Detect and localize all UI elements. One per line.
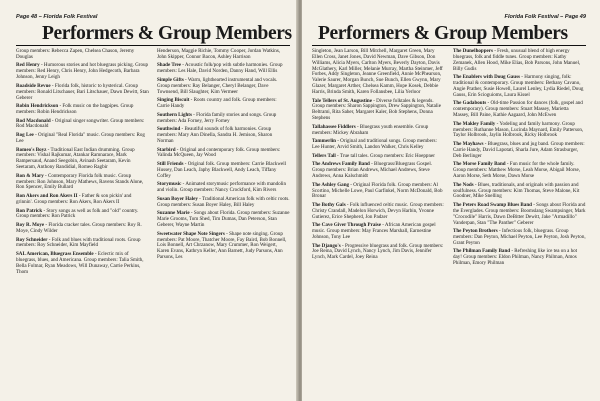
left-page <box>0 0 298 401</box>
performer-description: Singleton, Jean Larson, Bill Mitchell, Margaret Green, Mary Ellen Cross, Janet Jones, David Newman, Dave Gibson, Don Williams, Alicia Myers, Carlton Myers, Beverly Dayton, Davis McGlathery, Karl Miller, Melanie Murray, Martha Steinmer, Jeff Forbes, Addy Singleton, Jeanne Greenfield, Annie McPhearson, Valerie Saurer, Morgan Bunch, Sue Bunch, Ellen Gwynn, Mary Glazer, Margaret Arther, Chelsea Kamm, Hope Kosek, Debbie Harris, Brinda Smith, Karen Follansbee, Lilia Yerloor <box>312 48 443 95</box>
performer-description: - Shape note singing. Group members: Pat Moore, Thatcher Moore, Fay Baird, Bob Bonnell, Lois Bonnell, Art Chrzanow, Mary Crummer, Ron Weigert, Karen Evans, Kathryn Keller, Ann Barnett, Judy Parsons, Ann Parsons, Les <box>157 230 287 261</box>
performer-name: Romeo's Boyz <box>16 146 47 153</box>
performer-name: The Philman Family Band <box>453 248 511 255</box>
performer-name: Rog Lee <box>16 132 34 139</box>
performer-description: - Contemporary Florida folk music. Group members: Ron Johnson, Mary Mathews, Ravens Stands Alone, Ron Spencer, Emily Bullard <box>16 172 144 191</box>
performer-description: - Original singer songwriter. Group members: Rod Macdonald <box>16 117 145 130</box>
running-head-right: Florida Folk Festival – Page 49 <box>504 14 586 20</box>
performer-description: Henderson, Maggie Richie, Tommy Cooper, Jordan Watkins, John Skipper, Connor Bacon, Ashley Harrison <box>157 48 281 60</box>
performer-name: Red Henry <box>16 62 40 69</box>
performer-name: Roy Schneider <box>16 236 48 243</box>
performer-entry <box>312 223 445 241</box>
performer-description: - Story songs as well as folk and "old" country. Group members: Ron Patrick <box>16 207 139 220</box>
performer-description: - True tall tales. Group members: Eric Hoeppner <box>335 152 435 159</box>
performer-entry <box>453 122 586 140</box>
performer-entry <box>312 139 445 151</box>
performer-entry <box>157 49 290 61</box>
performer-name: Robin Hendrickson <box>16 103 59 110</box>
performer-description: - Old-time Passion for dances (folk, gospel and contemporary). Group members: Stuart Massey, Marietta Massey, Bill Paine, Kathie Aagaard, John McEwen <box>453 100 583 119</box>
performer-description: - Progressive bluegrass and folk. Group members: Joe Reina, David Lynch, Nancy Lynch, Jim Davis, Jennifer Lynch, Mark Cardel, Joey Reina <box>312 242 444 261</box>
performer-entry <box>312 183 445 201</box>
performer-name: Susan Boyer Haley <box>157 195 198 202</box>
performer-description: - Traditional East Indian drumming. Group members: Vishal Rajkumar, Atankar Ramnarace, Mark Rampersaud, Anand Seegobin, Avinash Seetaram, Kevin Seetaram, Anthony Randidial, Romeo Ragbir <box>16 146 135 171</box>
performer-description: - Original "Real Florida" music. Group members: Rog Lee <box>16 132 145 144</box>
performer-entry <box>157 211 290 229</box>
performer-entry <box>453 49 586 72</box>
page-title-left: Performers & Group Members <box>16 23 290 46</box>
performer-name: The Bothy Gals <box>312 201 346 208</box>
performer-entry <box>157 127 290 145</box>
performer-description: - African American gospel music. Group members: May Frances Marshall, Earnestine Johnson, Tony Lee <box>312 222 436 240</box>
performer-description: - Original Florida folk. Group members: Al Scortino, Michelle Lowe, Paul Garfinkel, Norm McDonald, Bob Bronar <box>312 181 443 200</box>
performer-description: - Humorous stories and hot bluegrass picking. Group members: Red Henry, Chris Henry, John Hedgecoth, Barbara Johnson, Jenny Leigh <box>16 62 149 81</box>
performer-entry <box>453 162 586 180</box>
performer-description: - Warm, lighthearted instrumental and vocals. Group members: Ray Belanger, Cheryl Belanger, Dave Townsend, Bill Slaughter, Kim Vermeer <box>157 76 278 95</box>
performer-entry <box>16 174 149 192</box>
performer-entry <box>157 113 290 125</box>
performer-description: - Folk and blues with traditional roots. Group members: Roy Schneider, Kim Mayfield <box>16 236 141 249</box>
performer-name: The Gadabouts <box>453 100 487 107</box>
performer-description: - Yodeling and family harmony. Group members: Ruthanne Mason, Lucinda Maynard, Emily Patterson, Taylor Holbrook, Jaylin Holbrook, Ricky Holbrook <box>453 120 584 139</box>
performer-name: The Dunelhoppers <box>453 48 493 54</box>
performer-description: - Father & son pickin' and grinnin'. Group members: Ron Akers, Ron Akers II <box>16 193 132 205</box>
performer-entry <box>16 209 149 221</box>
performer-entry <box>453 183 586 201</box>
performer-description: - Roots country and folk. Group members: Carrie Handy <box>157 97 277 110</box>
performer-name: Sweetwater Shape Note Singers <box>157 230 225 237</box>
performer-name: Shade Tree <box>157 62 181 69</box>
performer-entry <box>453 101 586 119</box>
performer-entry <box>16 252 149 275</box>
performer-name: Storymusic <box>157 181 182 188</box>
performer-description: - Songs about Florida and the Everglades. Group members: Boomslang Swampsinger, Mark "Crocodile" Harris, Dawn DeBitter Dewitt, Jake "Armadillo" Vanderpan, Stan "The Panther" Geberer <box>453 201 586 226</box>
performer-name: Tale Tellers of St. Augustine <box>312 97 372 104</box>
performer-description: - Songs about Florida. Group members: Suzanne Marie Grooms, Tom Shed, Tim Dumas, Dan Peterson, Stan Geberer, Wayne Martin <box>157 210 290 229</box>
performer-name: The Enablers with Doug Gauss <box>453 74 521 81</box>
performer-entry <box>16 119 149 131</box>
performer-name: The Andrews Family Band <box>312 161 370 168</box>
performer-name: The Ashley Gang <box>312 181 350 188</box>
performer-entry <box>312 162 445 180</box>
performer-entry <box>312 154 445 160</box>
performer-name: Simple Gifts <box>157 76 184 83</box>
performer-entry <box>312 203 445 221</box>
performer-description: - Bluegrass, blues and jug band. Group members: Carrie Handy, David Lapotati, Sharla Jure, Adam Strasburger, Deb Berlinger <box>453 141 585 159</box>
performer-name: The Morse Family Band <box>453 161 506 168</box>
performer-entry <box>453 142 586 160</box>
performer-name: The Makley Family <box>453 120 496 127</box>
performer-entry <box>157 182 290 194</box>
performer-entry <box>157 98 290 110</box>
performer-entry <box>16 133 149 145</box>
performer-entry <box>312 244 445 262</box>
performer-name: The Django's <box>312 242 341 249</box>
performer-description: - Refreshing like ice tea on a hot day! Group members: Eldon Philman, Nancy Philman, Amos Philman, Emory Philman <box>453 248 578 267</box>
performer-description: - Bluegrass/Bluegrass Gospel. Group members: Brian Andrews, Michael Andrews, Steve Andrews, Anna Kalschmidt <box>312 161 433 180</box>
performer-entry <box>157 148 290 160</box>
performer-entry <box>453 75 586 98</box>
performer-description: - Fun music for the whole family. Group members: Matthew Morse, Leah Morse, Abigail Morse, Aaron Morse, Seth Morse, Dawn Morse <box>453 161 580 180</box>
performer-entry <box>16 148 149 171</box>
performer-name: The Mayhaws <box>453 141 484 147</box>
performer-name: Singing Biscuit <box>157 97 190 104</box>
performer-description: - Animated storymusic performance with mandolin and violin. Group members: Nancy Crockford, Kim Rivers <box>157 181 286 194</box>
performer-name: The Cave Giver Through Praise <box>312 222 381 229</box>
performer-name: Roadside Revue <box>16 82 51 89</box>
performer-name: Southern Lights <box>157 111 192 118</box>
performer-description: - Beautiful sounds of folk harmonies. Group members: Mary Ann Dinella, Sandra H. Jemison, Sharon Norman <box>157 126 273 144</box>
performer-description: - Bluegrass youth ensemble. Group members: Mickey Abraham <box>312 123 429 136</box>
performer-description: - Folk music on the bagpipes. Group members: Robin Hendrickson <box>16 103 134 115</box>
right-column-2 <box>453 49 586 270</box>
performer-name: Tallahassee Fiddlers <box>312 123 356 130</box>
performer-name: Ron & Mary <box>16 172 44 179</box>
performer-name: Roy R. Moye <box>16 222 45 229</box>
performer-description: - Fresh, unusual blend of high energy bluegrass, folk and fiddle tunes. Group members: Kathy Zemanek, Allen Hood, Mike Elias, Bob Parsons, John Manuel, Billy Gudis <box>453 48 581 72</box>
left-column-2 <box>157 49 290 278</box>
performer-name: The Peyton Brothers <box>453 228 498 235</box>
performer-description: - Blues, traditionals, and originals with passion and soulfulness. Group members: Kim Thomas, Steve Malone, Kit Goodner, Mike Snelling <box>453 181 580 200</box>
performer-name: Ron Patrick <box>16 207 43 214</box>
left-column-1 <box>16 49 149 278</box>
performer-entry <box>157 197 290 209</box>
performer-entry <box>453 229 586 247</box>
performer-description: - Eclectic mix of bluegrass, blues, and Americana. Group members: Talia Smith, Bella Folmar, Ryan Meadows, Will Dunaway, Carrie Perkins, Thom <box>16 251 144 275</box>
performer-description: - Infectious folk, bluegrass. Group members: Dan Peyton, Michael Peyton, Lee Peyton, Josh Peyton, Grant Peyton <box>453 228 586 246</box>
performer-description: Group members: Rebecca Zapen, Chelsea Chason, Jeremy Douglas <box>16 48 135 60</box>
performer-name: Suzanne Marie <box>157 210 190 217</box>
performer-description: - Harmony singing, folk: traditional & contemporary. Group members: Bethany Cavano, Angie Prather, Susie Howell, Laurel Lenley, Lydia Riedel, Doug Gauss, Erin Scioguioms, Laura Kissel <box>453 74 584 98</box>
performer-name: Tammerlin <box>312 138 336 145</box>
performer-description: - Traditional American folk with celtic roots. Group members: Susan Boyer Haley, Bill Haley <box>157 195 290 208</box>
performer-description: - Original and contemporary folk. Group members: Valinda McQueen, Jay Wood <box>157 146 281 159</box>
performer-entry <box>16 104 149 116</box>
performer-entry <box>16 49 149 61</box>
performer-description: - Original and traditional songs. Group members: Lee Hunter, Arvid Smith, Landon Walker, Chris Kelley <box>312 138 437 151</box>
performer-entry <box>312 125 445 137</box>
performer-entry <box>453 203 586 226</box>
performer-entry <box>453 249 586 267</box>
performer-entry <box>157 162 290 180</box>
page-title-right: Performers & Group Members <box>312 23 586 46</box>
performer-name: Southwind <box>157 126 181 133</box>
performer-name: SAL American, Bluegrass Ensemble <box>16 251 94 258</box>
performer-name: Ron Akers and Ron Akers II <box>16 193 78 200</box>
performer-description: - Florida family stories and songs. Group members: Ada Forney, Jerry Forney <box>157 111 277 124</box>
performer-entry <box>16 238 149 250</box>
performer-entry <box>16 63 149 81</box>
performer-name: Still Friends <box>157 161 184 168</box>
performer-name: Rod Macdonald <box>16 117 51 124</box>
performer-name: The Nods <box>453 181 474 188</box>
performer-entry <box>312 99 445 122</box>
performer-name: The Peters Road Swamp Blues Band <box>453 201 532 208</box>
performer-entry <box>157 78 290 96</box>
performer-description: - Diverse folktales & legends. Group members: Sharon Sappington, Drew Sappington, Natalie Beltrami, Rita Saher, Margaret Kaler, Bob Stephens, Donna Stephens <box>312 97 441 122</box>
performer-description: - Florida cracker tales. Group members: Roy R. Moye, Cindy Wilder <box>16 222 142 234</box>
right-column-1 <box>312 49 445 270</box>
performer-entry <box>312 49 445 96</box>
running-head-left: Page 48 – Florida Folk Festival <box>16 14 98 20</box>
performer-entry <box>16 194 149 206</box>
performer-name: Tellers Tall <box>312 152 336 159</box>
performer-entry <box>157 63 290 75</box>
performer-entry <box>157 232 290 261</box>
performer-description: - Original folk. Group members: Carrie Blackwell Hussey, Dan Leach, Japhy Blackwell, Andy Leach, Tiffany Coffey <box>157 161 287 179</box>
performer-description: - Folk influenced celtic music. Group members: Christy Crandall, Madelon Horwich, Devyn Harbin, Yvonne Gutierez, Erice Shepherd, Jon Padzer <box>312 201 444 220</box>
performer-entry <box>16 84 149 102</box>
right-page <box>302 0 600 401</box>
performer-description: - Acoustic folk/pop with subtle harmonies. Group members: Les Hale, David Norden, Danny Hand, Will Ellis <box>157 62 283 75</box>
performer-description: - Florida folk, historic to hysterical. Group members: Ronald Litschauer, Bari Litschauer, Dawn Dewitt, Stan Geberer <box>16 82 149 101</box>
performer-entry <box>16 223 149 235</box>
performer-name: Starbird <box>157 146 176 153</box>
